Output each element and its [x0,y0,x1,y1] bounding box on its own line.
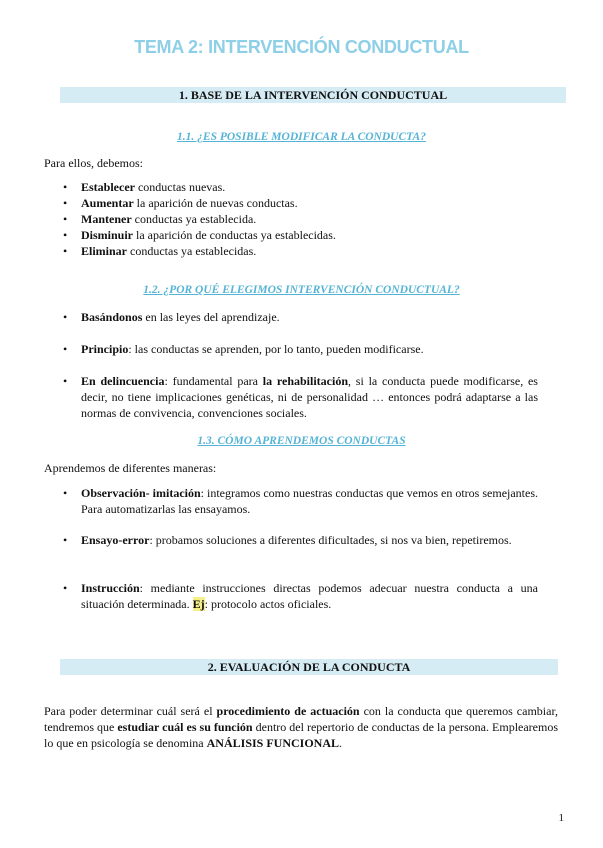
subsection-1-1-intro: Para ellos, debemos: [44,156,143,170]
subsection-1-3-intro: Aprendemos de diferentes maneras: [44,461,217,475]
section-2-paragraph: Para poder determinar cuál será el procedimiento de actuación con la conducta que queremos cambiar, tendremos que estudiar cuál es su función dentro del repertorio de conductas de la persona. Emplearemos lo que en psicología se denomina ANÁLISIS FUNCIONAL. [44,704,559,750]
document-title: TEMA 2: INTERVENCIÓN CONDUCTUAL [134,37,469,57]
subsection-1-1-title: 1.1. ¿ES POSIBLE MODIFICAR LA CONDUCTA? [177,131,426,143]
list-item: • En delincuencia: fundamental para la rehabilitación, si la conducta puede modificarse, es decir, no tiene implicaciones genéticas, ni de personalidad … entonces podrá adaptarse a las normas de convivencia, convenciones sociales. [59,373,538,421]
page-number: 1 [558,812,564,824]
list-item: • Ensayo-error: probamos soluciones a diferentes dificultades, si nos va bien, repetiremos. [59,532,538,548]
list-item: • Principio: las conductas se aprenden, por lo tanto, pueden modificarse. [59,341,538,357]
section-2-heading: 2. EVALUACIÓN DE LA CONDUCTA [60,659,558,675]
example-highlight: Ej [192,597,205,611]
list-item: • Basándonos en las leyes del aprendizaje. [59,309,538,325]
subsection-1-3-title: 1.3. CÓMO APRENDEMOS CONDUCTAS [197,435,406,447]
list-item: • Eliminar conductas ya establecidas. [59,243,538,259]
section-1-heading: 1. BASE DE LA INTERVENCIÓN CONDUCTUAL [60,87,566,103]
list-item: • Mantener conductas ya establecida. [59,211,538,227]
subsection-1-2-title: 1.2. ¿POR QUÉ ELEGIMOS INTERVENCIÓN CONDUCTUAL? [143,284,460,296]
list-item: • Observación- imitación: integramos como nuestras conductas que vemos en otros semejantes. Para automatizarlas las ensayamos. [59,485,538,517]
list-item: • Instrucción: mediante instrucciones directas podemos adecuar nuestra conducta a una situación determinada. Ej: protocolo actos oficiales. [59,580,538,612]
list-item: • Aumentar la aparición de nuevas conductas. [59,195,538,211]
list-item: • Disminuir la aparición de conductas ya establecidas. [59,227,538,243]
list-item: • Establecer conductas nuevas. [59,179,538,195]
